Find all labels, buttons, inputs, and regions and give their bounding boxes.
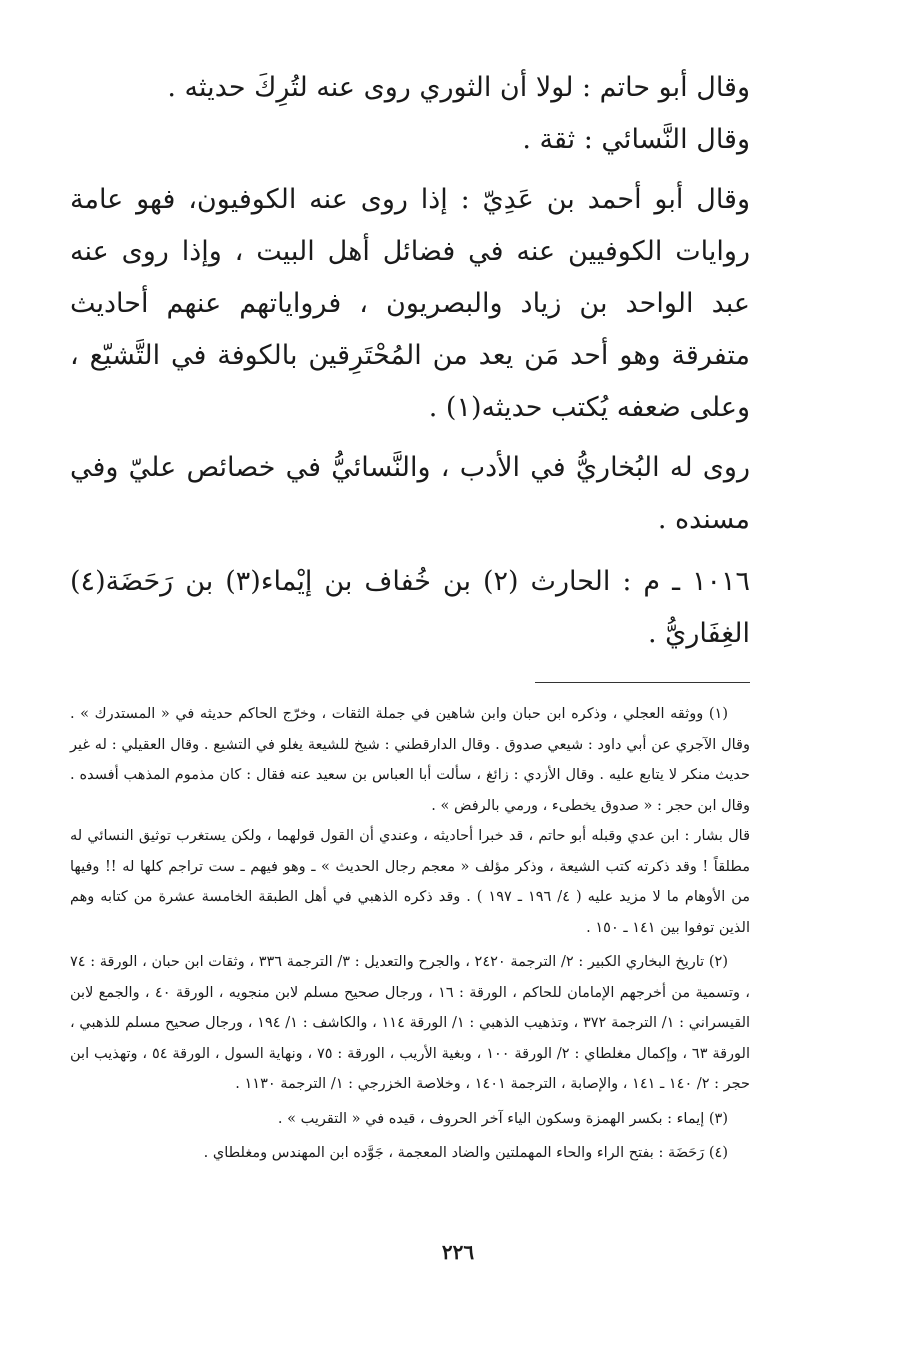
footnote-1: (١) ووثقه العجلي ، وذكره ابن حبان وابن شاهين في جملة الثقات ، وخرّج الحاكم حديثه في « المستدرك » . وقال الآجري عن أبي داود : شيعي صدوق . وقال الدارقطني : شيخ للشيعة يغلو في التشيع . وقال العقيلي : له غير حديث منكر لا يتابع عليه . وقال الأزدي : زائغ ، سألت أبا العباس بن سعيد عنه فقال : كان مذموم المذهب أفسده . وقال ابن حجر : « صدوق يخطىء ، ورمي بالرفض » . bbox=[70, 706, 750, 814]
paragraph-nasai: وقال النَّسائي : ثقة . bbox=[522, 124, 750, 155]
paragraph-narrators: روى له البُخاريُّ في الأدب ، والنَّسائيُّ في خصائص عليّ وفي مسنده . bbox=[70, 452, 750, 535]
page-body bbox=[70, 62, 750, 1169]
footnote-separator bbox=[535, 682, 750, 683]
main-text bbox=[70, 62, 750, 660]
entry-heading-1016: ١٠١٦ ـ م : الحارث (٢) بن خُفاف بن إيْماء(٣) بن رَحَضَة(٤) الغِفَاريُّ . bbox=[70, 566, 750, 649]
paragraph-abu-hatim: وقال أبو حاتم : لولا أن الثوري روى عنه لتُرِكَ حديثه . bbox=[167, 72, 750, 103]
footnote-2: (٢) تاريخ البخاري الكبير : ٢/ الترجمة ٢٤٢٠ ، والجرح والتعديل : ٣/ الترجمة ٣٣٦ ، وثقات ابن حبان ، الورقة : ٧٤ ، وتسمية من أخرجهم الإمامان للحاكم ، الورقة : ١٦ ، ورجال صحيح مسلم لابن منجويه ، الورقة ٤٠ ، والجمع لابن القيسراني : ١/ الترجمة ٣٧٢ ، وتذهيب الذهبي : ١/ الورقة ١١٤ ، والكاشف : ١/ ١٩٤ ، ورجال صحيح مسلم للذهبي ، الورقة ٦٣ ، وإكمال مغلطاي : ٢/ الورقة ١٠٠ ، وبغية الأريب ، الورقة : ٧٥ ، ونهاية السول ، الورقة ٥٤ ، وتهذيب ابن حجر : ٢/ ١٤٠ ـ ١٤١ ، والإصابة ، الترجمة ١٤٠١ ، وخلاصة الخزرجي : ١/ الترجمة ١١٣٠ . bbox=[70, 954, 751, 1092]
footnote-4: (٤) رَحَضَة : بفتح الراء والحاء المهملتين والضاد المعجمة ، جَوَّده ابن المهندس ومغلطاي . bbox=[203, 1145, 728, 1161]
footnote-3: (٣) إيماء : بكسر الهمزة وسكون الياء آخر الحروف ، قيده في « التقريب » . bbox=[277, 1110, 728, 1127]
footnotes bbox=[70, 699, 750, 1169]
footnote-1-continued: قال بشار : ابن عدي وقبله أبو حاتم ، قد خبرا أحاديثه ، وعندي أن القول قولهما ، ولكن يستغرب توثيق النسائي له مطلقاً ! وقد ذكرته كتب الشيعة ، وذكر مؤلف « معجم رجال الحديث » ـ وهو فيهم ـ ست تراجم كلها له !! وفيها من الأوهام ما لا مزيد عليه ( ٤/ ١٩٦ ـ ١٩٧ ) . وقد ذكره الذهبي في أهل الطبقة الخامسة عشرة من كتابه وهم الذين توفوا بين ١٤١ ـ ١٥٠ . bbox=[70, 828, 750, 936]
paragraph-ibn-adi: وقال أبو أحمد بن عَدِيّ : إذا روى عنه الكوفيون، فهو عامة روايات الكوفيين عنه في فضائل أهل البيت ، وإذا روى عنه عبد الواحد بن زياد والبصريون ، فرواياتهم عنهم أحاديث متفرقة وهو أحد مَن يعد من المُحْتَرِقين بالكوفة في التَّشيّع ، وعلى ضعفه يُكتب حديثه(١) . bbox=[70, 184, 750, 423]
page-number: ٢٢٦ bbox=[441, 1240, 475, 1264]
